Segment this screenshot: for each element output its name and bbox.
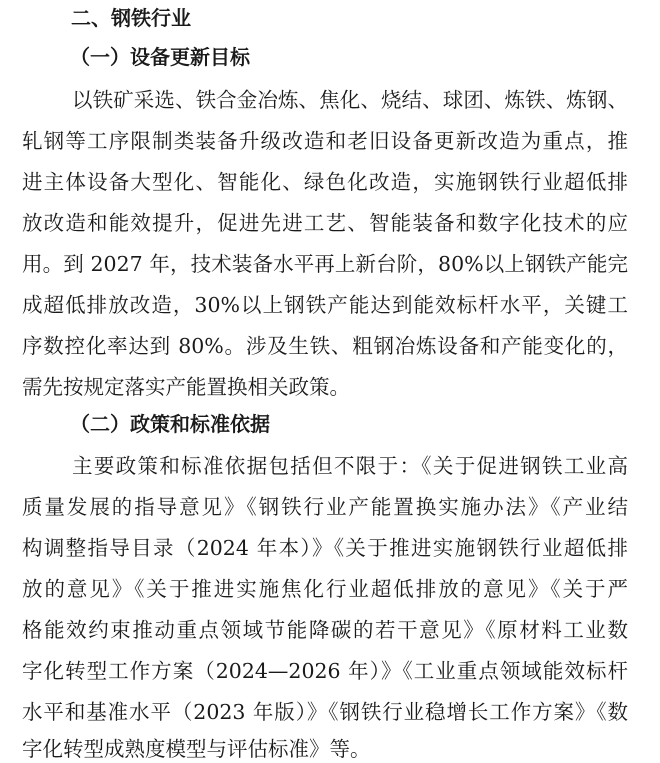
paragraph-line: 质量发展的指导意见》《钢铁行业产能置换实施办法》《产业结 [22, 495, 628, 519]
paragraph-line: 构调整指导目录（2024 年本）》《关于推进实施钢铁行业超低排 [22, 536, 628, 560]
paragraph-line: 字化转型工作方案（2024—2026 年）》《工业重点领域能效标杆 [22, 659, 628, 683]
paragraph-line: 需先按规定落实产能置换相关政策。 [22, 375, 350, 399]
paragraph-line: 主要政策和标准依据包括但不限于：《关于促进钢铁工业高 [72, 454, 628, 478]
paragraph-line: 用。到 2027 年，技术装备水平再上新台阶，80%以上钢铁产能完 [22, 252, 628, 276]
paragraph-line: 进主体设备大型化、智能化、绿色化改造，实施钢铁行业超低排 [22, 170, 628, 194]
paragraph-line: 成超低排放改造，30%以上钢铁产能达到能效标杆水平，关键工 [22, 293, 628, 317]
section-heading: 二、钢铁行业 [71, 6, 191, 30]
subsection-heading-equipment-goals: （一）设备更新目标 [70, 45, 250, 69]
paragraph-line: 放的意见》《关于推进实施焦化行业超低排放的意见》《关于严 [22, 577, 628, 601]
paragraph-line: 轧钢等工序限制类装备升级改造和老旧设备更新改造为重点，推 [22, 129, 628, 153]
paragraph-line: 水平和基准水平（2023 年版）》《钢铁行业稳增长工作方案》《数 [22, 700, 628, 724]
subsection-heading-policy-basis: （二）政策和标准依据 [70, 412, 270, 436]
paragraph-line: 序数控化率达到 80%。涉及生铁、粗钢冶炼设备和产能变化的， [22, 334, 628, 358]
paragraph-line: 格能效约束推动重点领域节能降碳的若干意见》《原材料工业数 [22, 618, 628, 642]
paragraph-line: 放改造和能效提升，促进先进工艺、智能装备和数字化技术的应 [22, 211, 628, 235]
paragraph-line: 字化转型成熟度模型与评估标准》等。 [22, 737, 371, 761]
paragraph-line: 以铁矿采选、铁合金冶炼、焦化、烧结、球团、炼铁、炼钢、 [72, 88, 628, 112]
